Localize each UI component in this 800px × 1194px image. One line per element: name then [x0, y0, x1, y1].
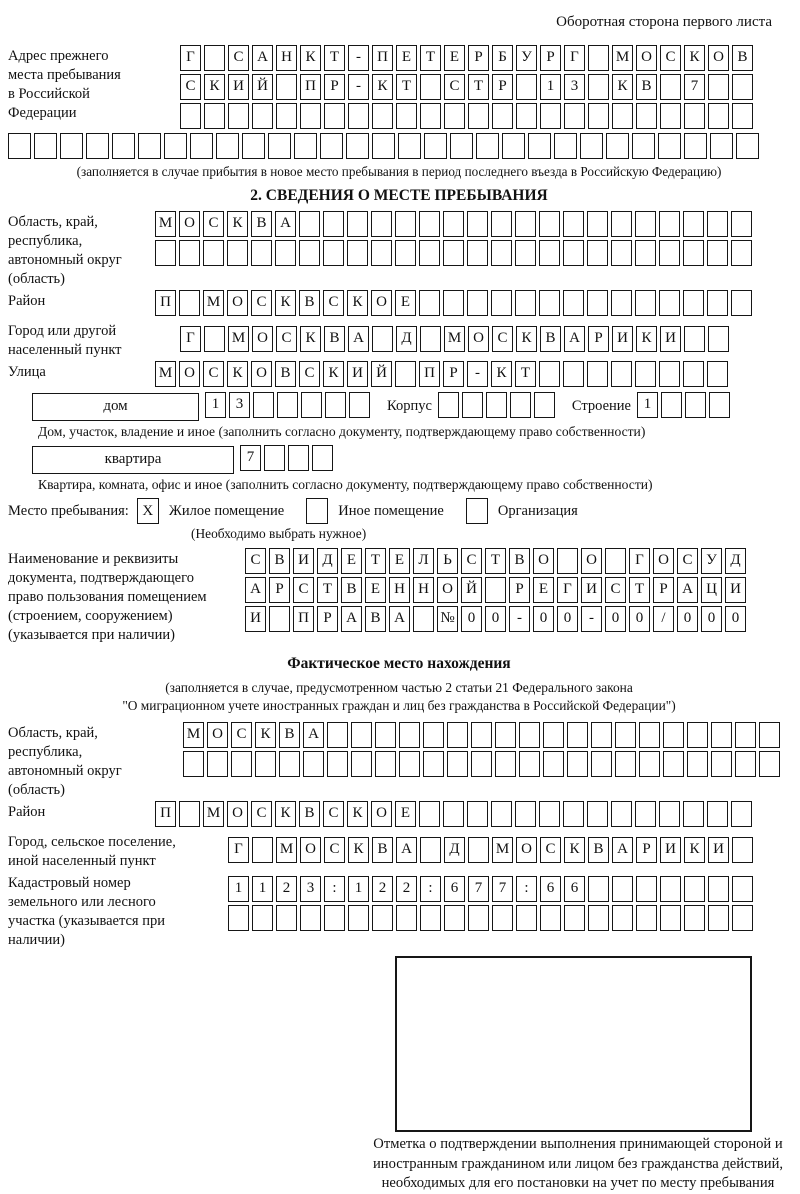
actual-region-row-1[interactable]: М О С К В А	[183, 722, 783, 751]
stay-option-other-premises-label: Иное помещение	[338, 502, 444, 519]
prev-address-block	[8, 45, 790, 132]
actual-city-row	[8, 831, 790, 871]
prev-address-row-1[interactable]: Г С А Н К Т - П Е Т Е Р Б У Р Г М О С К О В	[180, 45, 756, 74]
document-row-1[interactable]: С В И Д Е Т Е Л Ь С Т В О О Г О С У Д	[245, 548, 749, 577]
actual-region-cells	[183, 722, 783, 780]
prev-address-row-3[interactable]	[180, 103, 756, 132]
stroenie-cells[interactable]: 1	[637, 392, 733, 421]
apartment-row	[32, 445, 790, 474]
house-row	[32, 392, 790, 421]
city-row	[8, 320, 790, 360]
stamp-box	[395, 956, 752, 1132]
district-row	[8, 290, 790, 319]
street-row	[8, 361, 790, 390]
document-cells	[245, 548, 749, 635]
prev-address-row-2[interactable]: С К И Й П Р - К Т С Т Р 1 3 К В 7	[180, 74, 756, 103]
prev-address-label: Адрес прежнего места пребывания в Российской Федерации	[8, 48, 121, 121]
city-cells[interactable]: Г М О С К В А Д М О С К В А Р И К И	[180, 326, 732, 355]
stay-option-organization-label: Организация	[497, 502, 578, 519]
cadastral-label: Кадастровый номер земельного или лесного участка (указывается при наличии)	[8, 875, 165, 948]
actual-region-block	[8, 722, 790, 800]
stay-type-label: Место пребывания:	[8, 502, 129, 519]
apartment-number-cells[interactable]: 7	[240, 445, 336, 474]
district-cells[interactable]: П М О С К В С К О Е	[155, 290, 755, 319]
house-note: Дом, участок, владение и иное (заполнить согласно документу, подтверждающему право собственности)	[38, 424, 646, 439]
region-row-2[interactable]	[155, 240, 755, 269]
street-label: Улица	[8, 364, 46, 380]
document-label: Наименование и реквизиты документа, подтверждающего право пользования помещением (строением, сооружением) (указывается при наличии)	[8, 551, 207, 643]
stay-option-residential-label: Жилое помещение	[168, 502, 285, 519]
checkbox-other-premises[interactable]	[306, 498, 328, 524]
actual-location-title: Фактическое место нахождения	[287, 655, 511, 672]
actual-note-line-1: (заполняется в случае, предусмотренном частью 2 статьи 21 Федерального закона	[165, 680, 633, 695]
cadastral-row-1[interactable]: 1 1 2 3 : 1 2 2 : 6 7 7 : 6 6	[228, 876, 756, 905]
house-number-cells[interactable]: 1 3	[205, 392, 373, 421]
document-block	[8, 548, 790, 645]
actual-district-cells[interactable]: П М О С К В С К О Е	[155, 801, 755, 830]
actual-district-row	[8, 801, 790, 830]
region-label: Область, край, республика, автономный округ (область)	[8, 214, 122, 287]
region-cells	[155, 211, 755, 269]
apartment-note: Квартира, комната, офис и иное (заполнить согласно документу, подтверждающему право собственности)	[38, 477, 653, 492]
prev-address-overflow-row[interactable]	[8, 133, 790, 162]
actual-region-label: Область, край, республика, автономный округ (область)	[8, 725, 122, 798]
actual-location-notes	[8, 679, 790, 715]
cadastral-cells	[228, 876, 756, 934]
actual-city-label: Город, сельское поселение, иной населенный пункт	[8, 834, 176, 869]
checkbox-residential[interactable]: X	[137, 498, 159, 524]
city-label: Город или другой населенный пункт	[8, 323, 122, 358]
house-type-box[interactable]: дом	[32, 393, 199, 421]
page-corner-note: Оборотная сторона первого листа	[556, 14, 772, 30]
cadastral-row-2[interactable]	[228, 905, 756, 934]
prev-address-note: (заполняется в случае прибытия в новое место пребывания в период последнего въезда в Российскую Федерацию)	[76, 164, 722, 179]
checkbox-organization[interactable]	[466, 498, 488, 524]
street-cells[interactable]: М О С К О В С К И Й П Р - К Т	[155, 361, 731, 390]
korpus-label: Корпус	[387, 398, 432, 414]
document-row-2[interactable]: А Р С Т В Е Н Н О Й Р Е Г И С Т Р А Ц И	[245, 577, 749, 606]
section2-title: 2. СВЕДЕНИЯ О МЕСТЕ ПРЕБЫВАНИЯ	[250, 187, 548, 204]
stroenie-label: Строение	[571, 398, 631, 414]
region-row-1[interactable]: М О С К В А	[155, 211, 755, 240]
stay-type-note: (Необходимо выбрать нужное)	[191, 526, 367, 541]
stay-type-row	[8, 498, 790, 524]
region-block	[8, 211, 790, 289]
actual-district-label: Район	[8, 804, 46, 820]
cadastral-block	[8, 872, 790, 950]
stamp-caption: Отметка о подтверждении выполнения принимающей стороной и иностранным гражданином или лицом без гражданства действий, необходимых для его постановки на учет по месту пребывания	[372, 1136, 784, 1191]
district-label: Район	[8, 293, 46, 309]
document-row-3[interactable]: И П Р А В А № 0 0 - 0 0 - 0 0 / 0 0 0	[245, 606, 749, 635]
prev-address-cells	[180, 45, 756, 132]
actual-city-cells[interactable]: Г М О С К В А Д М О С К В А Р И К И	[228, 837, 756, 866]
actual-region-row-2[interactable]	[183, 751, 783, 780]
apartment-type-box[interactable]: квартира	[32, 446, 234, 474]
korpus-cells[interactable]	[438, 392, 558, 421]
actual-note-line-2: "О миграционном учете иностранных граждан и лиц без гражданства в Российской Федерации")	[122, 698, 676, 713]
